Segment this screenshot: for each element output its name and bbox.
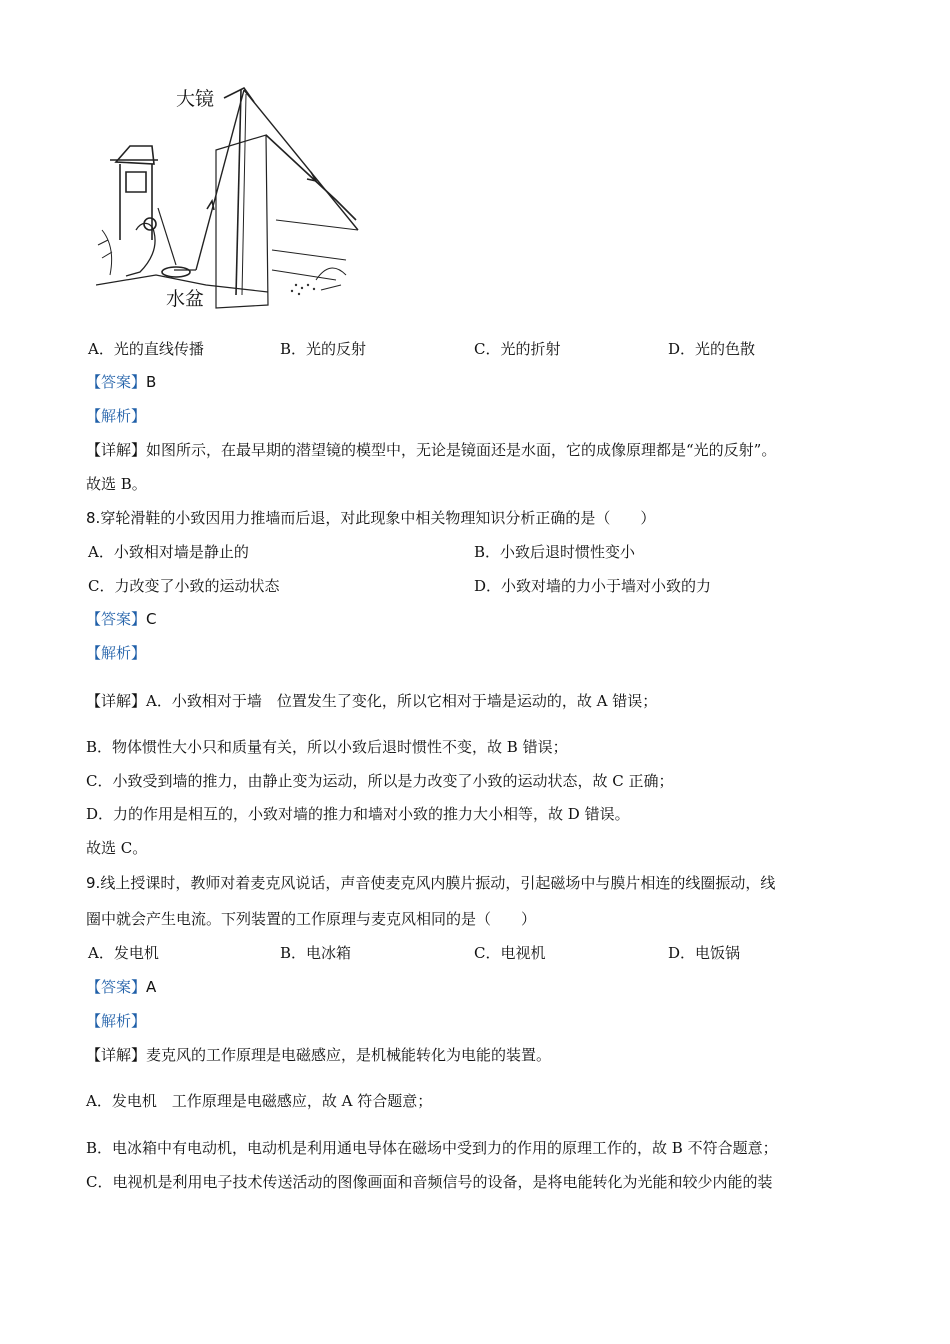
q7-option-d: D．光的色散 [668, 340, 756, 358]
label-big-mirror: 大镜 [176, 88, 215, 110]
q7-answer [86, 371, 156, 392]
q8-option-a: A．小致相对墙是静止的 [88, 543, 249, 561]
q9-detail-intro: 【详解】麦克风的工作原理是电磁感应，是机械能转化为电能的装置。 [86, 1046, 552, 1064]
q7-analysis-tag: 【解析】 [86, 407, 147, 425]
q9-stem-text: 线上授课时，教师对着麦克风说话，声音使麦克风内膜片振动，引起磁场中与膜片相连的线圈振动，线 [100, 874, 776, 892]
q9-detail-a: A．发电机 工作原理是电磁感应，故 A 符合题意； [86, 1092, 433, 1110]
q8-option-b: B．小致后退时惯性变小 [474, 543, 636, 561]
q8-detail-c: C．小致受到墙的推力，由静止变为运动，所以是力改变了小致的运动状态，故 C 正确； [86, 772, 674, 790]
q8-conclusion: 故选 C。 [86, 839, 148, 857]
q9-answer-value: A [146, 978, 157, 996]
q9-stem-line2: 圈中就会产生电流。下列装置的工作原理与麦克风相同的是（ ） [86, 910, 537, 928]
q9-detail-c: C．电视机是利用电子技术传送活动的图像画面和音频信号的设备，是将电能转化为光能和较少内能的装 [86, 1173, 773, 1191]
q9-option-d: D．电饭锅 [668, 944, 741, 962]
periscope-figure [96, 80, 366, 312]
q9-option-b: B．电冰箱 [280, 944, 352, 962]
q9-answer-tag: 【答案】 [86, 978, 147, 996]
q9-detail-b: B．电冰箱中有电动机，电动机是利用通电导体在磁场中受到力的作用的原理工作的，故 B 不符合题意； [86, 1139, 778, 1157]
q7-option-a: A．光的直线传播 [88, 340, 204, 358]
q7-answer-tag: 【答案】 [86, 373, 147, 391]
q8-detail-d: D．力的作用是相互的，小致对墙的推力和墙对小致的推力大小相等，故 D 错误。 [86, 805, 630, 823]
q8-option-d: D．小致对墙的力小于墙对小致的力 [474, 577, 712, 595]
mirror-shape [224, 88, 254, 102]
q8-option-c: C．力改变了小致的运动状态 [88, 577, 280, 595]
q9-number: 9. [86, 874, 101, 892]
q8-number: 8. [86, 509, 101, 527]
q8-answer-tag: 【答案】 [86, 610, 147, 628]
q9-answer [86, 976, 156, 997]
q8-detail-b: B．物体惯性大小只和质量有关，所以小致后退时惯性不变，故 B 错误； [86, 738, 568, 756]
q8-stem [86, 507, 655, 528]
q7-conclusion: 故选 B。 [86, 475, 147, 493]
q8-answer [86, 608, 157, 629]
q7-option-b: B．光的反射 [280, 340, 367, 358]
q7-detail: 【详解】如图所示，在最早期的潜望镜的模型中，无论是镜面还是水面，它的成像原理都是“光的反射”。 [86, 441, 777, 459]
q7-option-c: C．光的折射 [474, 340, 561, 358]
q9-stem-line1 [86, 872, 775, 893]
q7-answer-value: B [146, 373, 157, 391]
q8-detail-a: 【详解】A．小致相对于墙 位置发生了变化，所以它相对于墙是运动的，故 A 错误； [86, 692, 658, 710]
q9-analysis-tag: 【解析】 [86, 1012, 147, 1030]
label-water-basin: 水盆 [166, 288, 205, 310]
q8-stem-text: 穿轮滑鞋的小致因用力推墙而后退，对此现象中相关物理知识分析正确的是（ ） [100, 509, 656, 527]
q9-option-a: A．发电机 [88, 944, 159, 962]
q8-analysis-tag: 【解析】 [86, 644, 147, 662]
q9-option-c: C．电视机 [474, 944, 546, 962]
q8-answer-value: C [146, 610, 157, 628]
periscope-drawing [96, 80, 366, 312]
